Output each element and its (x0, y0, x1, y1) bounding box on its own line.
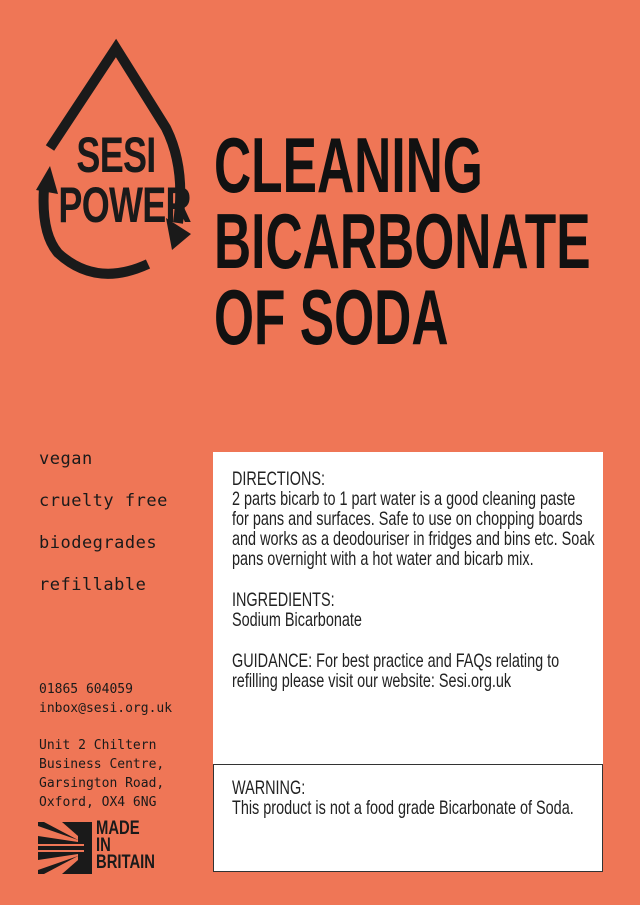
attribute-vegan: vegan (39, 449, 93, 469)
logo-sesi-text: SESI (76, 127, 156, 183)
contact-info (39, 680, 172, 812)
attribute-biodegrades: biodegrades (39, 533, 158, 553)
address-line: Unit 2 Chiltern (39, 738, 157, 753)
logo-power-text: POWER (58, 177, 191, 233)
directions-text: 2 parts bicarb to 1 part water is a good cleaning paste for pans and surfaces. Safe to use on chopping boards and works as a deodouriser in fridges and bins etc. Soak pans overnight with a hot water and bicarb mix. (232, 488, 595, 570)
ingredients-heading: INGREDIENTS: (232, 589, 335, 611)
union-jack-icon (38, 822, 92, 874)
email-address: inbox@sesi.org.uk (39, 701, 173, 716)
warning-box (213, 764, 603, 872)
title-line: CLEANING (214, 121, 483, 209)
title-line: OF SODA (214, 273, 449, 361)
product-title (214, 121, 591, 361)
directions-section (232, 469, 595, 569)
phone-number: 01865 604059 (39, 682, 133, 697)
address-line: Oxford, OX4 6NG (39, 795, 157, 810)
sesi-power-logo (36, 38, 196, 280)
warning-text: This product is not a food grade Bicarbonate of Soda. (232, 797, 574, 819)
warning-heading: WARNING: (232, 777, 306, 799)
product-attributes (39, 448, 179, 616)
directions-heading: DIRECTIONS: (232, 468, 326, 490)
address-line: Garsington Road, (39, 776, 165, 791)
address-line: Business Centre, (39, 757, 165, 772)
ingredients-section (232, 590, 595, 630)
attribute-cruelty-free: cruelty free (39, 491, 168, 511)
guidance-text: GUIDANCE: For best practice and FAQs relating to refilling please visit our website: Sesi.org.uk (232, 650, 560, 692)
made-in-britain-badge (38, 820, 168, 874)
guidance-section (232, 651, 595, 691)
title-line: BICARBONATE (214, 197, 591, 285)
attribute-refillable: refillable (39, 575, 147, 595)
made-in-britain-text: MADE IN BRITAIN (96, 818, 155, 873)
ingredients-text: Sodium Bicarbonate (232, 609, 362, 631)
